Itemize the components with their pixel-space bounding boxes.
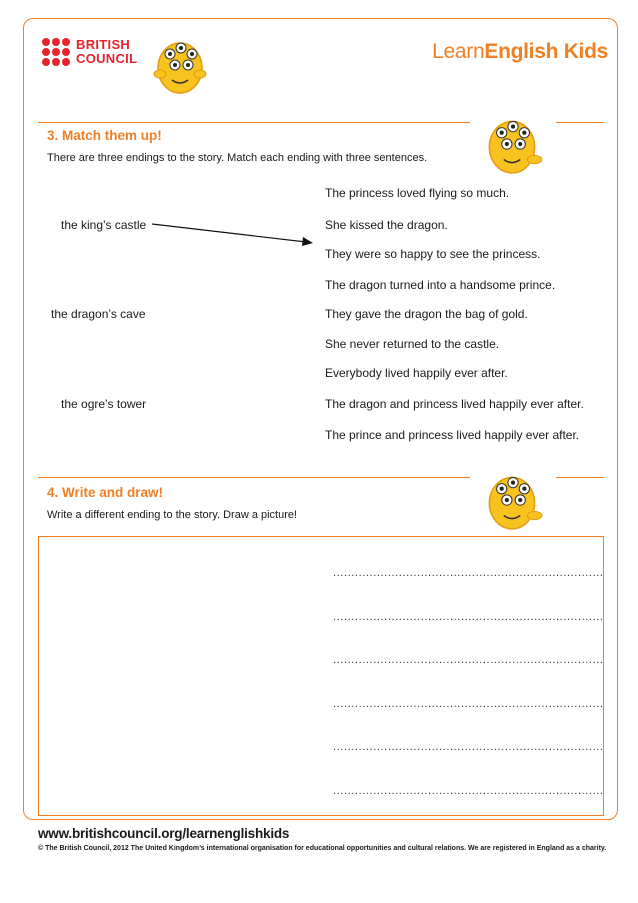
writing-line-1[interactable]: .......................................................................... xyxy=(333,567,604,579)
bc-line1: BRITISH xyxy=(76,37,131,52)
sentence-5: They gave the dragon the bag of gold. xyxy=(325,307,528,321)
ending-ogres-tower: the ogre’s tower xyxy=(61,397,147,411)
writing-line-5[interactable]: .......................................................................... xyxy=(333,741,604,753)
monster-mascot-icon xyxy=(476,462,548,534)
section4-instruction: Write a different ending to the story. Draw a picture! xyxy=(47,509,298,521)
match-arrow xyxy=(150,218,320,248)
bc-line2: COUNCIL xyxy=(76,51,138,66)
lek-kids: Kids xyxy=(563,40,608,63)
writing-line-3[interactable]: .......................................................................... xyxy=(333,654,604,666)
ending-kings-castle: the king’s castle xyxy=(61,218,147,232)
sentence-7: Everybody lived happily ever after. xyxy=(325,366,508,380)
sentence-4: The dragon turned into a handsome prince. xyxy=(325,278,556,292)
british-council-logo xyxy=(42,38,137,66)
writing-line-4[interactable]: .......................................................................... xyxy=(333,698,604,710)
ending-dragons-cave: the dragon’s cave xyxy=(51,307,146,321)
learnenglish-kids-logo xyxy=(432,40,608,64)
footer-copyright: © The British Council, 2012 The United Kingdom’s international organisation for educational opportunities and cultural relations. We are registered in England as a charity. xyxy=(38,845,607,852)
footer-url[interactable]: www.britishcouncil.org/learnenglishkids xyxy=(38,826,290,841)
sentence-1: The princess loved flying so much. xyxy=(325,186,510,200)
section3-top-line-right xyxy=(556,122,604,123)
section4-title: 4. Write and draw! xyxy=(47,485,164,500)
monster-mascot-icon xyxy=(476,106,548,178)
british-council-dots-icon xyxy=(42,38,70,66)
section4-top-line xyxy=(38,477,470,478)
monster-mascot-icon xyxy=(148,28,212,98)
section3-title: 3. Match them up! xyxy=(47,128,162,143)
writing-line-6[interactable]: .......................................................................... xyxy=(333,785,604,797)
sentence-6: She never returned to the castle. xyxy=(325,337,500,351)
sentence-9: The prince and princess lived happily ever after. xyxy=(325,428,580,442)
sentence-8: The dragon and princess lived happily ever after. xyxy=(325,397,584,411)
section3-top-line xyxy=(38,122,470,123)
lek-english: English xyxy=(484,40,559,63)
sentence-2: She kissed the dragon. xyxy=(325,218,448,232)
section3-instruction: There are three endings to the story. Match each ending with three sentences. xyxy=(47,152,428,164)
lek-learn: Learn xyxy=(432,40,485,63)
section4-top-line-right xyxy=(556,477,604,478)
sentence-3: They were so happy to see the princess. xyxy=(325,247,541,261)
writing-line-2[interactable]: .......................................................................... xyxy=(333,611,604,623)
